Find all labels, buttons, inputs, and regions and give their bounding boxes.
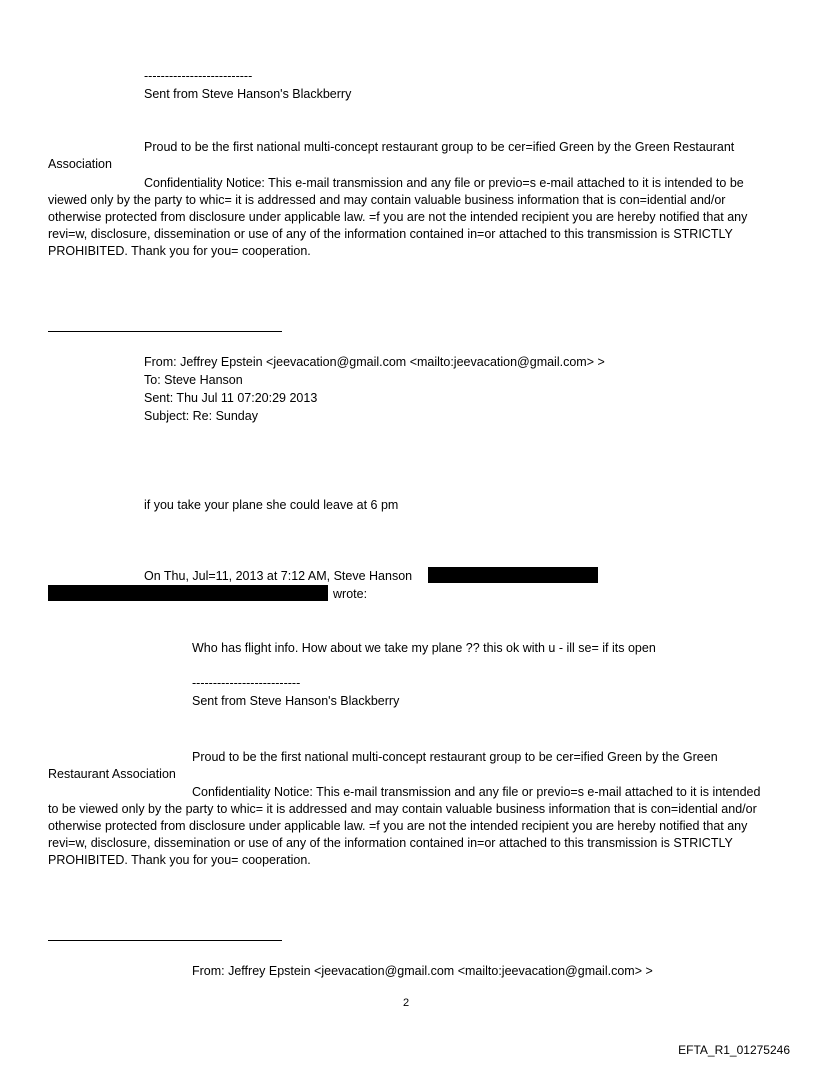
header-to: To: Steve Hanson <box>144 373 243 387</box>
message-body: if you take your plane she could leave at 6 pm <box>144 498 399 512</box>
header-subject: Subject: Re: Sunday <box>144 409 258 423</box>
redaction-box <box>428 567 598 583</box>
quoted-message: Who has flight info. How about we take my plane ?? this ok with u - ill se= if its open <box>192 641 656 655</box>
redaction-box <box>48 585 328 601</box>
header-from: From: Jeffrey Epstein <jeevacation@gmail.com <mailto:jeevacation@gmail.com> > <box>144 355 605 369</box>
sent-from-line: Sent from Steve Hanson's Blackberry <box>192 694 400 708</box>
green-certification-note: Proud to be the first national multi-concept restaurant group to be cer=ified Green by the Green Restaurant Association <box>48 140 735 171</box>
quote-attribution: On Thu, Jul=11, 2013 at 7:12 AM, Steve Hanson <box>144 569 413 583</box>
header-sent: Sent: Thu Jul 11 07:20:29 2013 <box>144 391 318 405</box>
signature-dashes: -------------------------- <box>192 676 301 690</box>
sent-from-line: Sent from Steve Hanson's Blackberry <box>144 87 352 101</box>
page-number: 2 <box>403 997 410 1009</box>
separator-rule <box>48 331 282 332</box>
confidentiality-notice: Confidentiality Notice: This e-mail transmission and any file or previo=s e-mail attached to it is intended to be viewed only by the party to whic= it is addressed and may contain valuable business information that is con=idential and/or otherwise protected from disclosure under applicable law. =f you are not the intended recipient you are hereby notified that any revi=w, disclosure, dissemination or use of any of the information contained in=or attached to this transmission is STRICTLY PROHIBITED. Thank you for you= cooperation. <box>48 785 761 867</box>
quote-wrote: wrote: <box>333 587 368 601</box>
header-from: From: Jeffrey Epstein <jeevacation@gmail.com <mailto:jeevacation@gmail.com> > <box>192 964 653 978</box>
confidentiality-notice: Confidentiality Notice: This e-mail transmission and any file or previo=s e-mail attached to it is intended to be viewed only by the party to whic= it is addressed and may contain valuable business information that is con=idential and/or otherwise protected from disclosure under applicable law. =f you are not the intended recipient you are hereby notified that any revi=w, disclosure, dissemination or use of any of the information contained in=or attached to this transmission is STRICTLY PROHIBITED. Thank you for you= cooperation. <box>48 176 748 258</box>
document-id: EFTA_R1_01275246 <box>678 1043 790 1057</box>
separator-rule <box>48 940 282 941</box>
signature-dashes: -------------------------- <box>144 69 253 83</box>
green-certification-note: Proud to be the first national multi-concept restaurant group to be cer=ified Green by the Green Restaurant Association <box>48 750 718 781</box>
